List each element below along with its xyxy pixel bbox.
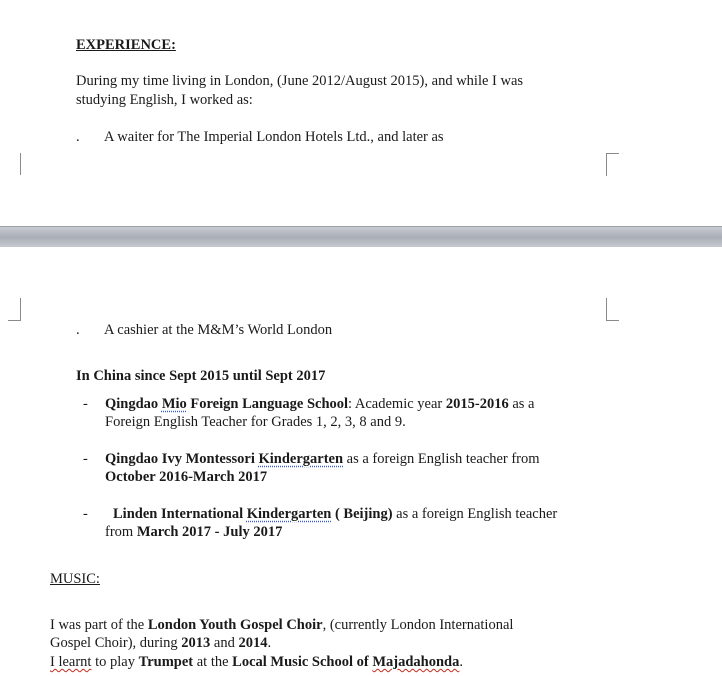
- bullet-marker: .: [76, 129, 80, 145]
- spellcheck-word: I learnt: [50, 654, 92, 670]
- item-text: : Academic year: [348, 396, 443, 412]
- list-dash: -: [83, 451, 88, 467]
- page-break-gap: [0, 226, 722, 248]
- music-text: to play: [95, 654, 135, 670]
- page-corner-mark-left: [8, 153, 21, 175]
- document-page-1: [0, 0, 722, 226]
- music-text: .: [267, 635, 272, 651]
- page-corner-mark-left-top: [8, 298, 21, 321]
- item-text: as a foreign English teacher from: [346, 451, 540, 467]
- music-text: .: [459, 654, 463, 670]
- china-item-2-dates: October 2016-March 2017: [105, 469, 268, 485]
- music-paragraph-1-line1: [50, 617, 513, 634]
- school-location: ( Beijing): [334, 506, 393, 522]
- school-name: Qingdao Ivy Montessori: [105, 451, 255, 467]
- school-name: Qingdao: [105, 396, 159, 412]
- school-name-part: Foreign Language School: [190, 396, 349, 412]
- music-text: and: [213, 635, 235, 651]
- academic-years: 2015-2016: [445, 396, 509, 412]
- music-heading: MUSIC:: [50, 571, 100, 587]
- china-item-3-line2: [105, 524, 282, 541]
- item-text: as a foreign English teacher: [396, 506, 558, 522]
- music-text: at the: [196, 654, 229, 670]
- list-dash: -: [83, 506, 88, 522]
- china-heading: In China since Sept 2015 until Sept 2017: [76, 368, 326, 384]
- item-text: as a: [512, 396, 535, 412]
- school-name: Linden International: [113, 506, 244, 522]
- school-name-part: Kindergarten: [258, 451, 344, 467]
- china-item-3-line1: [113, 506, 557, 523]
- job-waiter: A waiter for The Imperial London Hotels Ltd., and later as: [104, 129, 444, 145]
- experience-heading: EXPERIENCE:: [76, 37, 176, 53]
- music-text: , (currently London International: [322, 617, 514, 633]
- year: 2013: [181, 635, 211, 651]
- experience-intro-line2: studying English, I worked as:: [76, 92, 253, 108]
- music-paragraph-1-line2: [50, 635, 271, 652]
- music-paragraph-2: [50, 654, 463, 671]
- job-cashier: A cashier at the M&M’s World London: [104, 322, 333, 338]
- china-item-3-dates: March 2017 - July 2017: [136, 524, 283, 540]
- list-dash: -: [83, 396, 88, 412]
- music-text: I was part of the: [50, 617, 145, 633]
- china-item-1-line2: Foreign English Teacher for Grades 1, 2, 3, 8 and 9.: [105, 414, 406, 430]
- bullet-marker: .: [76, 322, 80, 338]
- experience-intro-line1: During my time living in London, (June 2012/August 2015), and while I was: [76, 73, 524, 89]
- school-name-part: Mio: [161, 396, 187, 412]
- year: 2014: [238, 635, 268, 651]
- item-text: from: [105, 524, 134, 540]
- page-corner-mark-right: [606, 153, 619, 176]
- instrument: Trumpet: [138, 654, 194, 670]
- china-item-1-line1: [105, 396, 534, 413]
- document-page-2: [0, 247, 722, 676]
- china-item-2-line1: [105, 451, 540, 468]
- school-name-part: Kindergarten: [246, 506, 332, 522]
- music-school: Local Music School of: [232, 654, 369, 670]
- music-text: Gospel Choir), during: [50, 635, 178, 651]
- page-corner-mark-right-top: [606, 298, 619, 321]
- choir-name: London Youth Gospel Choir: [147, 617, 323, 633]
- town-name: Majadahonda: [372, 654, 460, 670]
